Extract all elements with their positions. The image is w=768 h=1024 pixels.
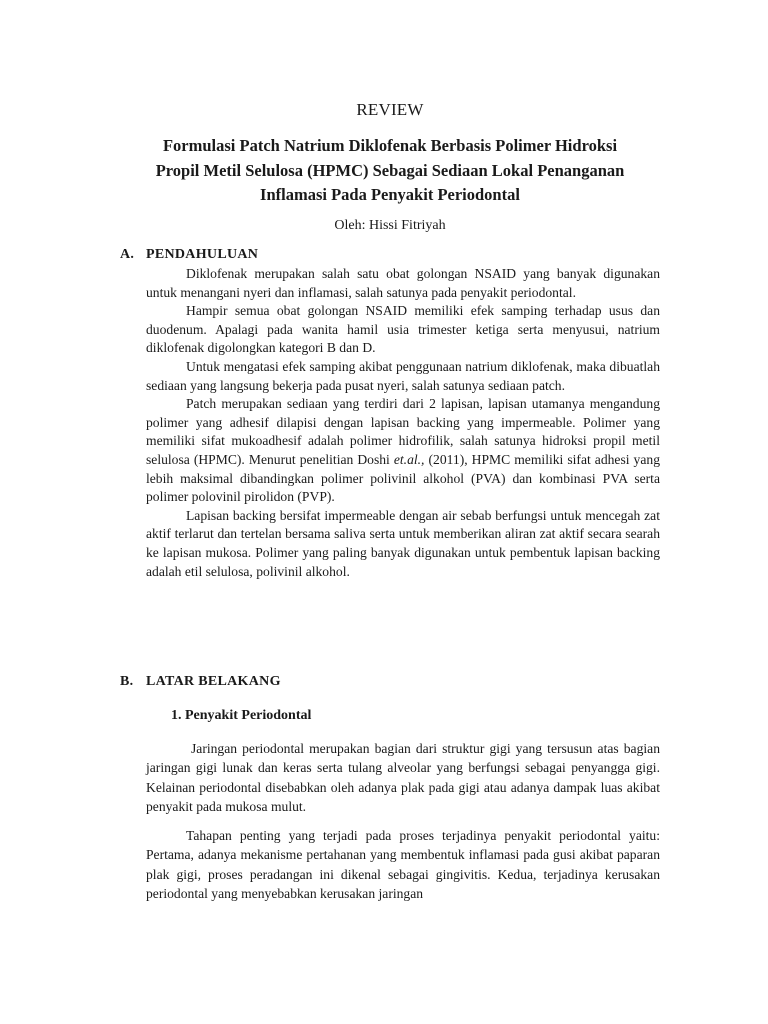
section-heading-latar-belakang — [120, 674, 281, 690]
title-line-2: Propil Metil Selulosa (HPMC) Sebagai Sediaan Lokal Penanganan — [155, 160, 625, 180]
pendahuluan-body — [146, 265, 660, 581]
paragraph-text: Patch merupakan sediaan yang terdiri dari 2 lapisan, lapisan utamanya mengandung polimer yang adhesif dilapisi dengan lapisan backing yang impermeable. Polimer yang memiliki sifat mukoadhesif adalah polimer hidrofilik, salah satunya hidroksi propil metil selulosa (HPMC). Menurut penelitian Doshi — [146, 396, 660, 467]
paragraph: Tahapan penting yang terjadi pada proses terjadinya penyakit periodontal yaitu: Pertama, adanya mekanisme pertahanan yang membentuk inflamasi pada gusi akibat paparan plak gigi, proses peradangan ini dikenal sebagai gingivitis. Kedua, terjadinya kerusakan periodontal yang menyebabkan kerusakan jaringan — [146, 828, 660, 902]
paragraph — [146, 395, 660, 507]
paragraph: Diklofenak merupakan salah satu obat golongan NSAID yang banyak digunakan untuk menangani nyeri dan inflamasi, salah satunya pada penyakit periodontal. — [146, 266, 660, 300]
review-label: REVIEW — [356, 100, 424, 119]
document-title — [120, 134, 660, 208]
paragraph: Lapisan backing bersifat impermeable dengan air sebab berfungsi untuk mencegah zat aktif terlarut dan tertelan bersama saliva serta untuk memberikan aliran zat aktif secara searah ke lapisan mukosa. Polimer yang paling banyak digunakan untuk pembentuk lapisan backing adalah etil selulosa, polivinil alkohol. — [146, 507, 660, 579]
document-page — [120, 0, 660, 1024]
section-letter: A. — [120, 247, 135, 262]
section-title: LATAR BELAKANG — [146, 674, 281, 689]
title-line-3: Inflamasi Pada Penyakit Periodontal — [260, 185, 520, 204]
paragraph: Hampir semua obat golongan NSAID memiliki efek samping terhadap usus dan duodenum. Apalagi pada wanita hamil usia trimester ketiga serta menyusui, natrium diklofenak digolongkan kategori B dan D. — [146, 303, 660, 356]
paragraph: Untuk mengatasi efek samping akibat penggunaan natrium diklofenak, maka dibuatlah sediaan yang langsung bekerja pada pusat nyeri, salah satunya sediaan patch. — [146, 358, 660, 393]
paragraph-text: (2011), HPMC memiliki sifat adhesi yang lebih maksimal dibandingkan polimer polivinil alkohol (PVA) dan kombinasi PVA serta polimer polovinil pirolidon (PVP). — [146, 451, 660, 505]
latar-belakang-paragraph-2 — [146, 826, 660, 904]
subsection-heading: 1. Penyakit Periodontal — [171, 708, 312, 723]
section-letter: B. — [120, 674, 134, 689]
paragraph: Jaringan periodontal merupakan bagian dari struktur gigi yang tersusun atas bagian jaringan gigi lunak dan keras serta tulang alveolar yang berfungsi sebagai penyangga gigi. Kelainan periodontal disebabkan oleh adanya plak pada gigi atau adanya dampak luas akibat penyakit pada mukosa mulut. — [146, 741, 660, 815]
section-heading-pendahuluan — [120, 247, 258, 263]
citation-etal: et.al., — [393, 451, 425, 467]
author-line: Oleh: Hissi Fitriyah — [334, 218, 446, 233]
section-title: PENDAHULUAN — [146, 247, 259, 262]
latar-belakang-paragraph-1 — [146, 739, 660, 817]
title-line-1: Formulasi Patch Natrium Diklofenak Berbasis Polimer Hidroksi — [162, 136, 618, 155]
